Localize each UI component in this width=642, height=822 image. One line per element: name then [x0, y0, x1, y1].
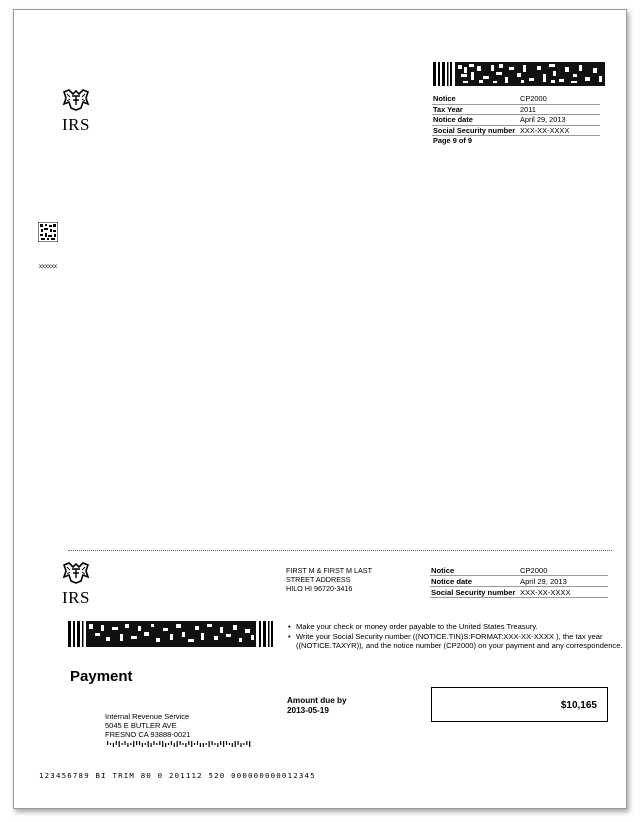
irs-wordmark: IRS [62, 115, 90, 134]
return-address-line2: 5045 E BUTLER AVE [105, 721, 177, 730]
eagle-emblem-icon [61, 88, 91, 112]
irs-wordmark: IRS [62, 588, 90, 607]
list-item: • Write your Social Security number ((NOTICE.TIN)S:FORMAT:XXX-XX-XXXX ), the tax year ((NOTICE.TAXYR)), and the notice number (CP2000) on your payment and any correspondence. [288, 632, 624, 651]
amount-due-label [287, 696, 347, 716]
ssn-label: Social Security number [430, 587, 519, 598]
top-barcode [433, 62, 607, 86]
voucher-barcode [68, 621, 274, 647]
table-row [430, 576, 608, 587]
voucher-info-table [430, 565, 608, 598]
tear-off-line [68, 550, 612, 551]
notice-value: CP2000 [519, 565, 608, 576]
taxpayer-city: HILO HI 96720-3416 [286, 584, 353, 593]
amount-due-date: 2013-05-19 [287, 706, 329, 715]
table-row [432, 125, 600, 136]
irs-logo [56, 88, 96, 133]
table-row [430, 587, 608, 598]
amount-due-value: $10,165 [560, 700, 597, 711]
notice-label: Notice [432, 94, 519, 104]
scan-line: 123456789 BI TRIM 80 0 201112 520 000000000012345 [39, 771, 316, 780]
ssn-value: XXX-XX-XXXX [519, 125, 600, 136]
notice-value: CP2000 [519, 94, 600, 104]
notice-label: Notice [430, 565, 519, 576]
postal-barcode [107, 741, 255, 747]
notice-info-table [432, 94, 600, 146]
notice-date-value: April 29, 2013 [519, 576, 608, 587]
table-row [432, 94, 600, 104]
ssn-value: XXX-XX-XXXX [519, 587, 608, 598]
return-address [105, 712, 190, 739]
table-row [432, 115, 600, 126]
notice-page [13, 9, 627, 809]
notice-date-value: April 29, 2013 [519, 115, 600, 126]
payment-instructions [288, 622, 624, 651]
page-number: Page 9 of 9 [433, 136, 473, 146]
taxpayer-street: STREET ADDRESS [286, 575, 351, 584]
taxpayer-address [286, 566, 372, 593]
eagle-emblem-icon [61, 561, 91, 585]
list-item: • Make your check or money order payable to the United States Treasury. [288, 622, 624, 632]
table-row [432, 136, 600, 146]
amount-due-box [431, 687, 608, 722]
return-address-line3: FRESNO CA 93888-0021 [105, 730, 191, 739]
notice-date-label: Notice date [432, 115, 519, 126]
table-row [432, 104, 600, 115]
return-address-line1: Internal Revenue Service [105, 712, 190, 721]
table-row [430, 565, 608, 576]
tax-year-value: 2011 [519, 104, 600, 115]
mailing-code: xxxxxx [39, 264, 57, 270]
irs-logo-voucher [56, 561, 96, 606]
amount-due-text: Amount due by [287, 696, 347, 705]
notice-date-label: Notice date [430, 576, 519, 587]
ssn-label: Social Security number [432, 125, 519, 136]
datamatrix-code [38, 222, 58, 242]
tax-year-label: Tax Year [432, 104, 519, 115]
taxpayer-name: FIRST M & FIRST M LAST [286, 566, 372, 575]
payment-heading: Payment [70, 668, 133, 685]
